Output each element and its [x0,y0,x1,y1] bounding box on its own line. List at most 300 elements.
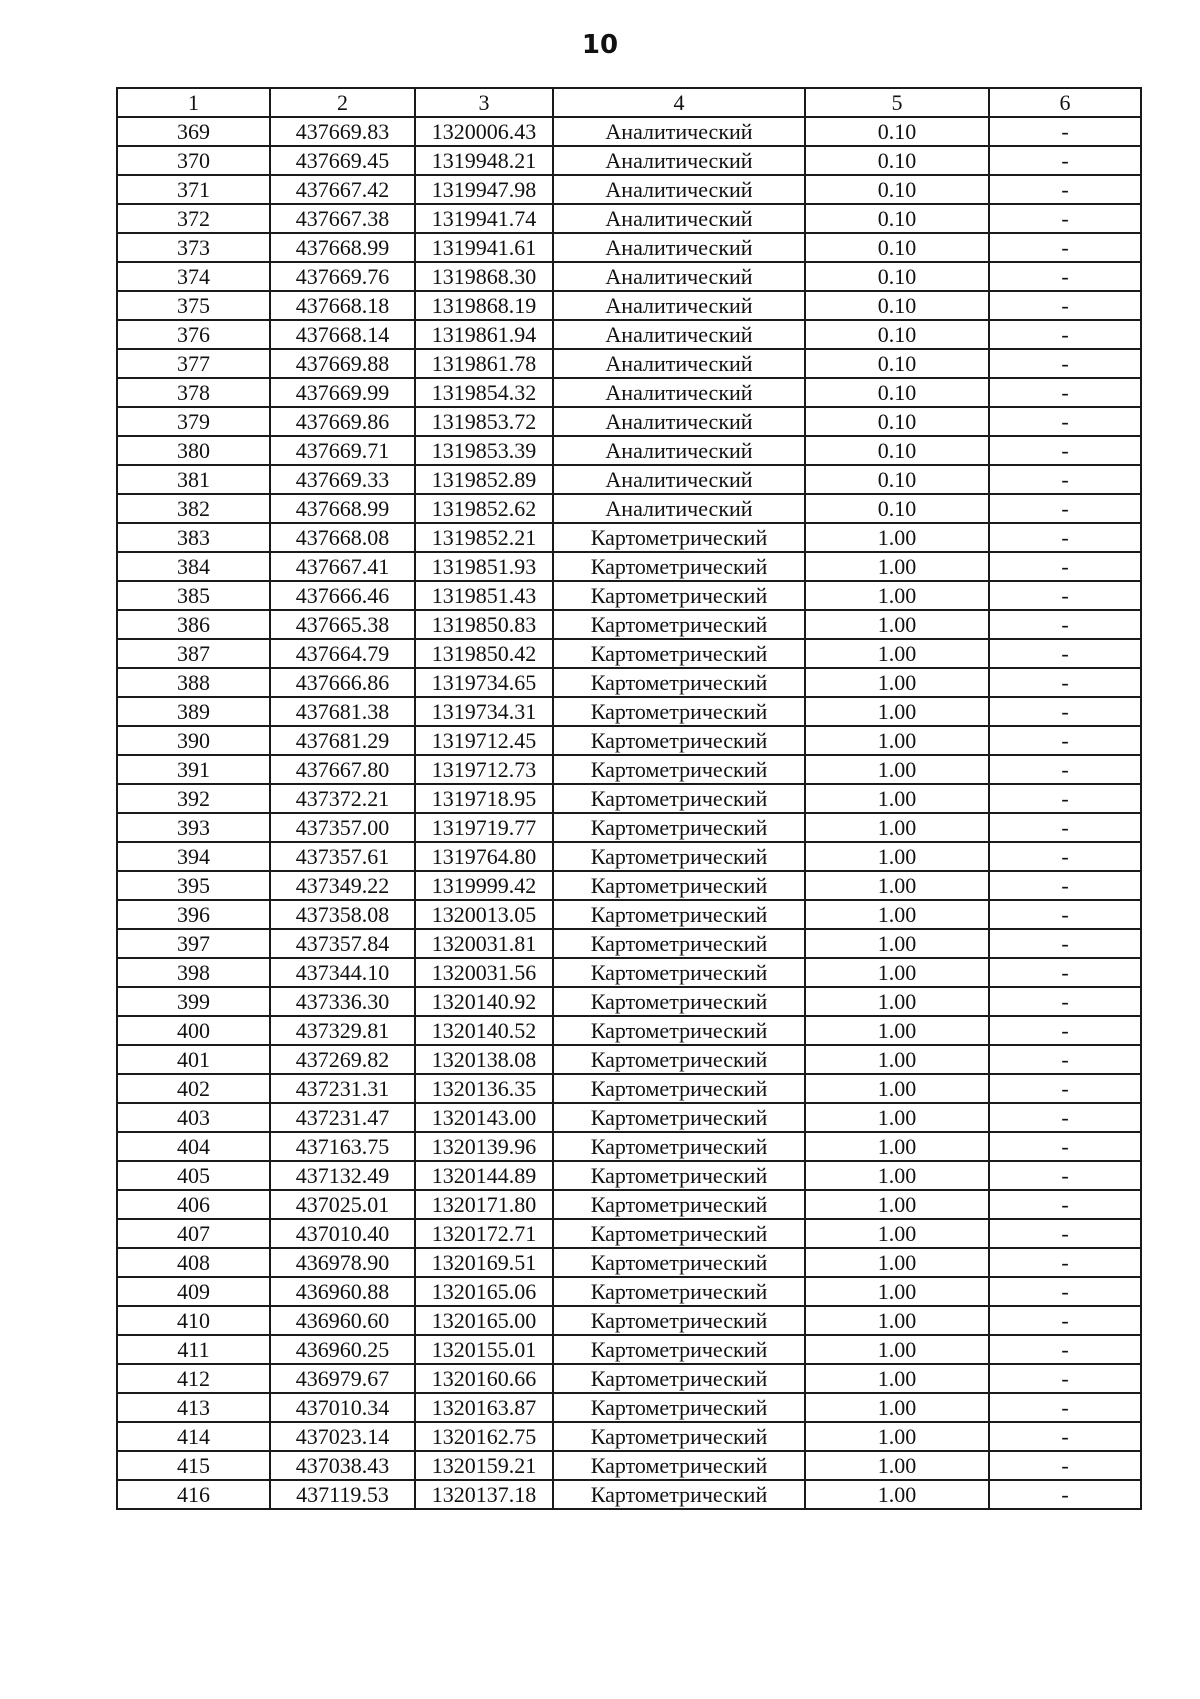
note-cell: - [989,204,1141,233]
table-row [117,697,1141,726]
table-row [117,1045,1141,1074]
x-coordinate-cell: 437357.00 [270,813,415,842]
point-number-cell: 406 [117,1190,270,1219]
point-number-cell: 392 [117,784,270,813]
note-cell: - [989,1277,1141,1306]
x-coordinate-cell: 437681.29 [270,726,415,755]
table-row [117,320,1141,349]
method-cell: Картометрический [553,610,805,639]
y-coordinate-cell: 1320031.81 [415,929,553,958]
method-cell: Картометрический [553,726,805,755]
x-coordinate-cell: 437132.49 [270,1161,415,1190]
x-coordinate-cell: 436960.25 [270,1335,415,1364]
column-header-1: 1 [117,88,270,117]
note-cell: - [989,1422,1141,1451]
accuracy-cell: 1.00 [805,639,989,668]
point-number-cell: 390 [117,726,270,755]
y-coordinate-cell: 1319851.93 [415,552,553,581]
y-coordinate-cell: 1319850.83 [415,610,553,639]
accuracy-cell: 1.00 [805,1335,989,1364]
table-row [117,755,1141,784]
point-number-cell: 408 [117,1248,270,1277]
note-cell: - [989,1219,1141,1248]
accuracy-cell: 1.00 [805,523,989,552]
accuracy-cell: 0.10 [805,378,989,407]
x-coordinate-cell: 437666.46 [270,581,415,610]
column-header-6: 6 [989,88,1141,117]
point-number-cell: 373 [117,233,270,262]
x-coordinate-cell: 437669.76 [270,262,415,291]
method-cell: Аналитический [553,204,805,233]
page-number: 10 [581,30,619,60]
y-coordinate-cell: 1320169.51 [415,1248,553,1277]
y-coordinate-cell: 1320006.43 [415,117,553,146]
y-coordinate-cell: 1319852.89 [415,465,553,494]
point-number-cell: 409 [117,1277,270,1306]
x-coordinate-cell: 437336.30 [270,987,415,1016]
y-coordinate-cell: 1320165.00 [415,1306,553,1335]
method-cell: Картометрический [553,1422,805,1451]
note-cell: - [989,1045,1141,1074]
point-number-cell: 416 [117,1480,270,1509]
table-row [117,726,1141,755]
x-coordinate-cell: 437666.86 [270,668,415,697]
accuracy-cell: 1.00 [805,552,989,581]
y-coordinate-cell: 1320136.35 [415,1074,553,1103]
note-cell: - [989,900,1141,929]
method-cell: Картометрический [553,1045,805,1074]
table-row [117,842,1141,871]
y-coordinate-cell: 1320139.96 [415,1132,553,1161]
table-row [117,117,1141,146]
point-number-cell: 386 [117,610,270,639]
x-coordinate-cell: 437669.83 [270,117,415,146]
point-number-cell: 395 [117,871,270,900]
point-number-cell: 391 [117,755,270,784]
table-row [117,1190,1141,1219]
table-row [117,465,1141,494]
method-cell: Картометрический [553,1335,805,1364]
y-coordinate-cell: 1319947.98 [415,175,553,204]
x-coordinate-cell: 437010.40 [270,1219,415,1248]
table-row [117,1016,1141,1045]
accuracy-cell: 1.00 [805,1364,989,1393]
point-number-cell: 402 [117,1074,270,1103]
method-cell: Картометрический [553,1190,805,1219]
x-coordinate-cell: 437357.84 [270,929,415,958]
note-cell: - [989,726,1141,755]
accuracy-cell: 0.10 [805,204,989,233]
y-coordinate-cell: 1319853.39 [415,436,553,465]
point-number-cell: 377 [117,349,270,378]
note-cell: - [989,1161,1141,1190]
table-row [117,378,1141,407]
method-cell: Аналитический [553,291,805,320]
table-row [117,494,1141,523]
x-coordinate-cell: 437231.47 [270,1103,415,1132]
method-cell: Картометрический [553,871,805,900]
point-number-cell: 388 [117,668,270,697]
point-number-cell: 394 [117,842,270,871]
method-cell: Картометрический [553,1248,805,1277]
y-coordinate-cell: 1320138.08 [415,1045,553,1074]
note-cell: - [989,378,1141,407]
note-cell: - [989,755,1141,784]
point-number-cell: 401 [117,1045,270,1074]
method-cell: Картометрический [553,1074,805,1103]
accuracy-cell: 0.10 [805,291,989,320]
x-coordinate-cell: 437665.38 [270,610,415,639]
y-coordinate-cell: 1320155.01 [415,1335,553,1364]
accuracy-cell: 1.00 [805,610,989,639]
method-cell: Аналитический [553,233,805,262]
table-row [117,1219,1141,1248]
y-coordinate-cell: 1319764.80 [415,842,553,871]
accuracy-cell: 0.10 [805,262,989,291]
y-coordinate-cell: 1319852.62 [415,494,553,523]
table-row [117,929,1141,958]
column-header-5: 5 [805,88,989,117]
y-coordinate-cell: 1319712.45 [415,726,553,755]
point-number-cell: 399 [117,987,270,1016]
y-coordinate-cell: 1319861.78 [415,349,553,378]
x-coordinate-cell: 437669.99 [270,378,415,407]
note-cell: - [989,1393,1141,1422]
point-number-cell: 374 [117,262,270,291]
accuracy-cell: 1.00 [805,1074,989,1103]
table-row [117,1161,1141,1190]
table-row [117,1422,1141,1451]
method-cell: Картометрический [553,929,805,958]
method-cell: Аналитический [553,175,805,204]
point-number-cell: 407 [117,1219,270,1248]
accuracy-cell: 1.00 [805,1103,989,1132]
y-coordinate-cell: 1320162.75 [415,1422,553,1451]
point-number-cell: 411 [117,1335,270,1364]
x-coordinate-cell: 437119.53 [270,1480,415,1509]
accuracy-cell: 1.00 [805,1248,989,1277]
accuracy-cell: 1.00 [805,1161,989,1190]
y-coordinate-cell: 1319948.21 [415,146,553,175]
method-cell: Картометрический [553,813,805,842]
accuracy-cell: 0.10 [805,436,989,465]
table-row [117,987,1141,1016]
note-cell: - [989,1248,1141,1277]
x-coordinate-cell: 437358.08 [270,900,415,929]
note-cell: - [989,1016,1141,1045]
point-number-cell: 412 [117,1364,270,1393]
accuracy-cell: 1.00 [805,813,989,842]
accuracy-cell: 1.00 [805,1190,989,1219]
y-coordinate-cell: 1319868.19 [415,291,553,320]
accuracy-cell: 1.00 [805,1422,989,1451]
accuracy-cell: 1.00 [805,755,989,784]
table-row [117,552,1141,581]
x-coordinate-cell: 437023.14 [270,1422,415,1451]
accuracy-cell: 1.00 [805,1480,989,1509]
table-row [117,1480,1141,1509]
accuracy-cell: 0.10 [805,175,989,204]
method-cell: Картометрический [553,523,805,552]
note-cell: - [989,581,1141,610]
x-coordinate-cell: 437667.41 [270,552,415,581]
accuracy-cell: 0.10 [805,465,989,494]
y-coordinate-cell: 1320140.52 [415,1016,553,1045]
y-coordinate-cell: 1320160.66 [415,1364,553,1393]
x-coordinate-cell: 437669.45 [270,146,415,175]
table-row [117,610,1141,639]
y-coordinate-cell: 1320031.56 [415,958,553,987]
y-coordinate-cell: 1319941.74 [415,204,553,233]
point-number-cell: 398 [117,958,270,987]
x-coordinate-cell: 437669.88 [270,349,415,378]
table-row [117,958,1141,987]
x-coordinate-cell: 437667.38 [270,204,415,233]
note-cell: - [989,320,1141,349]
table-row [117,407,1141,436]
table-row [117,436,1141,465]
y-coordinate-cell: 1319854.32 [415,378,553,407]
table-row [117,204,1141,233]
table-row [117,262,1141,291]
x-coordinate-cell: 437668.08 [270,523,415,552]
accuracy-cell: 0.10 [805,233,989,262]
table-row [117,1132,1141,1161]
method-cell: Картометрический [553,900,805,929]
x-coordinate-cell: 436978.90 [270,1248,415,1277]
x-coordinate-cell: 437349.22 [270,871,415,900]
table-row [117,1393,1141,1422]
method-cell: Аналитический [553,146,805,175]
note-cell: - [989,1103,1141,1132]
accuracy-cell: 1.00 [805,1451,989,1480]
point-number-cell: 389 [117,697,270,726]
table-row [117,1335,1141,1364]
accuracy-cell: 0.10 [805,349,989,378]
accuracy-cell: 0.10 [805,494,989,523]
point-number-cell: 383 [117,523,270,552]
y-coordinate-cell: 1320137.18 [415,1480,553,1509]
y-coordinate-cell: 1319851.43 [415,581,553,610]
note-cell: - [989,523,1141,552]
x-coordinate-cell: 436979.67 [270,1364,415,1393]
point-number-cell: 415 [117,1451,270,1480]
y-coordinate-cell: 1319712.73 [415,755,553,784]
table-row [117,813,1141,842]
x-coordinate-cell: 437669.86 [270,407,415,436]
point-number-cell: 372 [117,204,270,233]
method-cell: Картометрический [553,639,805,668]
point-number-cell: 375 [117,291,270,320]
x-coordinate-cell: 437329.81 [270,1016,415,1045]
point-number-cell: 400 [117,1016,270,1045]
accuracy-cell: 1.00 [805,1132,989,1161]
method-cell: Картометрический [553,1364,805,1393]
note-cell: - [989,552,1141,581]
method-cell: Картометрический [553,1219,805,1248]
method-cell: Картометрический [553,784,805,813]
point-number-cell: 376 [117,320,270,349]
header-row [117,88,1141,117]
table-row [117,1306,1141,1335]
x-coordinate-cell: 437668.99 [270,233,415,262]
x-coordinate-cell: 437269.82 [270,1045,415,1074]
accuracy-cell: 1.00 [805,871,989,900]
point-number-cell: 403 [117,1103,270,1132]
accuracy-cell: 0.10 [805,146,989,175]
y-coordinate-cell: 1319734.65 [415,668,553,697]
note-cell: - [989,407,1141,436]
x-coordinate-cell: 437372.21 [270,784,415,813]
y-coordinate-cell: 1320143.00 [415,1103,553,1132]
method-cell: Картометрический [553,755,805,784]
point-number-cell: 393 [117,813,270,842]
table-body [117,117,1141,1509]
note-cell: - [989,1480,1141,1509]
method-cell: Картометрический [553,697,805,726]
note-cell: - [989,1132,1141,1161]
x-coordinate-cell: 436960.60 [270,1306,415,1335]
x-coordinate-cell: 437664.79 [270,639,415,668]
note-cell: - [989,175,1141,204]
method-cell: Картометрический [553,1451,805,1480]
method-cell: Картометрический [553,552,805,581]
note-cell: - [989,1335,1141,1364]
point-number-cell: 378 [117,378,270,407]
x-coordinate-cell: 437669.33 [270,465,415,494]
method-cell: Картометрический [553,1132,805,1161]
y-coordinate-cell: 1320140.92 [415,987,553,1016]
table-row [117,784,1141,813]
accuracy-cell: 1.00 [805,987,989,1016]
accuracy-cell: 1.00 [805,784,989,813]
table-row [117,1248,1141,1277]
method-cell: Аналитический [553,262,805,291]
y-coordinate-cell: 1319868.30 [415,262,553,291]
method-cell: Картометрический [553,1480,805,1509]
accuracy-cell: 1.00 [805,958,989,987]
note-cell: - [989,813,1141,842]
point-number-cell: 385 [117,581,270,610]
method-cell: Картометрический [553,668,805,697]
point-number-cell: 370 [117,146,270,175]
table-row [117,1074,1141,1103]
method-cell: Картометрический [553,1393,805,1422]
point-number-cell: 371 [117,175,270,204]
note-cell: - [989,871,1141,900]
coordinates-table [116,87,1142,1510]
note-cell: - [989,1190,1141,1219]
point-number-cell: 405 [117,1161,270,1190]
table-row [117,175,1141,204]
x-coordinate-cell: 437357.61 [270,842,415,871]
column-header-2: 2 [270,88,415,117]
table-row [117,1364,1141,1393]
y-coordinate-cell: 1319941.61 [415,233,553,262]
note-cell: - [989,1364,1141,1393]
y-coordinate-cell: 1320172.71 [415,1219,553,1248]
method-cell: Аналитический [553,117,805,146]
x-coordinate-cell: 437668.14 [270,320,415,349]
note-cell: - [989,1451,1141,1480]
point-number-cell: 404 [117,1132,270,1161]
x-coordinate-cell: 437669.71 [270,436,415,465]
y-coordinate-cell: 1320144.89 [415,1161,553,1190]
x-coordinate-cell: 437667.80 [270,755,415,784]
x-coordinate-cell: 437681.38 [270,697,415,726]
method-cell: Картометрический [553,1103,805,1132]
x-coordinate-cell: 437231.31 [270,1074,415,1103]
y-coordinate-cell: 1320171.80 [415,1190,553,1219]
y-coordinate-cell: 1319718.95 [415,784,553,813]
accuracy-cell: 0.10 [805,117,989,146]
table-row [117,668,1141,697]
accuracy-cell: 1.00 [805,1306,989,1335]
table-row [117,291,1141,320]
point-number-cell: 387 [117,639,270,668]
y-coordinate-cell: 1320163.87 [415,1393,553,1422]
method-cell: Картометрический [553,1277,805,1306]
accuracy-cell: 1.00 [805,1277,989,1306]
column-header-3: 3 [415,88,553,117]
accuracy-cell: 1.00 [805,1016,989,1045]
accuracy-cell: 0.10 [805,407,989,436]
accuracy-cell: 1.00 [805,668,989,697]
x-coordinate-cell: 437010.34 [270,1393,415,1422]
accuracy-cell: 1.00 [805,1393,989,1422]
point-number-cell: 397 [117,929,270,958]
point-number-cell: 382 [117,494,270,523]
point-number-cell: 381 [117,465,270,494]
x-coordinate-cell: 437038.43 [270,1451,415,1480]
note-cell: - [989,610,1141,639]
point-number-cell: 396 [117,900,270,929]
x-coordinate-cell: 437344.10 [270,958,415,987]
note-cell: - [989,436,1141,465]
point-number-cell: 410 [117,1306,270,1335]
method-cell: Картометрический [553,1161,805,1190]
x-coordinate-cell: 437025.01 [270,1190,415,1219]
point-number-cell: 413 [117,1393,270,1422]
note-cell: - [989,465,1141,494]
y-coordinate-cell: 1319852.21 [415,523,553,552]
point-number-cell: 379 [117,407,270,436]
table-row [117,1451,1141,1480]
note-cell: - [989,929,1141,958]
method-cell: Картометрический [553,958,805,987]
table-row [117,900,1141,929]
note-cell: - [989,668,1141,697]
note-cell: - [989,784,1141,813]
y-coordinate-cell: 1319999.42 [415,871,553,900]
note-cell: - [989,1306,1141,1335]
note-cell: - [989,697,1141,726]
y-coordinate-cell: 1319719.77 [415,813,553,842]
y-coordinate-cell: 1319853.72 [415,407,553,436]
note-cell: - [989,349,1141,378]
y-coordinate-cell: 1320159.21 [415,1451,553,1480]
method-cell: Картометрический [553,1016,805,1045]
table-row [117,233,1141,262]
point-number-cell: 369 [117,117,270,146]
method-cell: Картометрический [553,581,805,610]
note-cell: - [989,291,1141,320]
x-coordinate-cell: 437668.18 [270,291,415,320]
table-row [117,871,1141,900]
note-cell: - [989,1074,1141,1103]
method-cell: Аналитический [553,494,805,523]
method-cell: Аналитический [553,349,805,378]
